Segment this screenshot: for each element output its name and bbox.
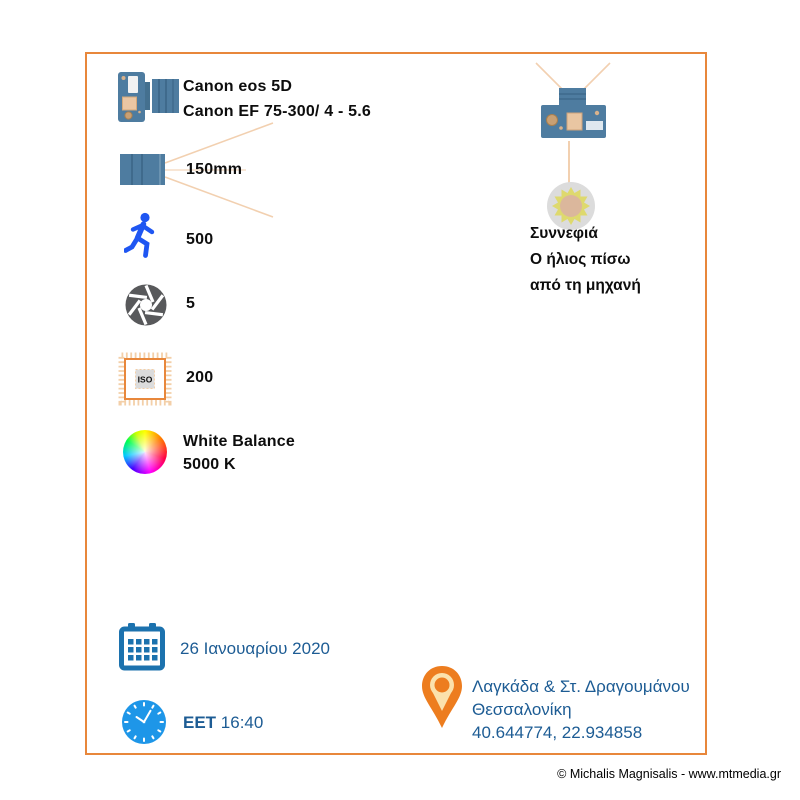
iso-chip-label: ISO bbox=[137, 374, 153, 385]
copyright-text: © Michalis Magnisalis - www.mtmedia.gr bbox=[557, 767, 781, 781]
map-pin-icon bbox=[420, 666, 464, 730]
shutter-speed-value: 500 bbox=[186, 231, 214, 248]
location-coordinates: 40.644774, 22.934858 bbox=[472, 723, 643, 742]
iso-chip-icon bbox=[118, 352, 172, 406]
color-wheel-icon bbox=[123, 430, 167, 474]
location-city: Θεσσαλονίκη bbox=[472, 700, 572, 719]
clock-icon bbox=[121, 699, 167, 745]
focal-length-value: 150mm bbox=[186, 161, 243, 178]
camera-top-view-icon bbox=[512, 58, 634, 143]
location-address: Λαγκάδα & Στ. Δραγουμάνου bbox=[472, 677, 690, 696]
lighting-line2: Ο ήλιος πίσω bbox=[530, 251, 631, 268]
aperture-icon bbox=[123, 282, 169, 328]
time-text bbox=[183, 711, 263, 734]
location-text bbox=[472, 675, 690, 744]
white-balance-text bbox=[183, 430, 295, 476]
lighting-line3: από τη μηχανή bbox=[530, 277, 641, 294]
calendar-icon bbox=[119, 623, 165, 671]
camera-sun-connector-line bbox=[568, 141, 570, 183]
lighting-conditions-text bbox=[530, 221, 641, 299]
lighting-line1: Συννεφιά bbox=[530, 225, 598, 242]
white-balance-value: 5000 K bbox=[183, 456, 236, 473]
iso-value: 200 bbox=[186, 369, 214, 386]
aperture-value: 5 bbox=[186, 295, 196, 312]
camera-model: Canon eos 5D bbox=[183, 78, 293, 95]
date-value: 26 Ιανουαρίου 2020 bbox=[180, 639, 331, 658]
white-balance-label: White Balance bbox=[183, 433, 295, 450]
timezone-label: EET bbox=[183, 713, 217, 732]
camera-lens: Canon EF 75-300/ 4 - 5.6 bbox=[183, 103, 371, 120]
time-value: 16:40 bbox=[220, 713, 264, 732]
camera-body-icon bbox=[118, 70, 180, 124]
camera-model-lens-text bbox=[183, 74, 371, 124]
running-man-icon bbox=[124, 212, 160, 258]
